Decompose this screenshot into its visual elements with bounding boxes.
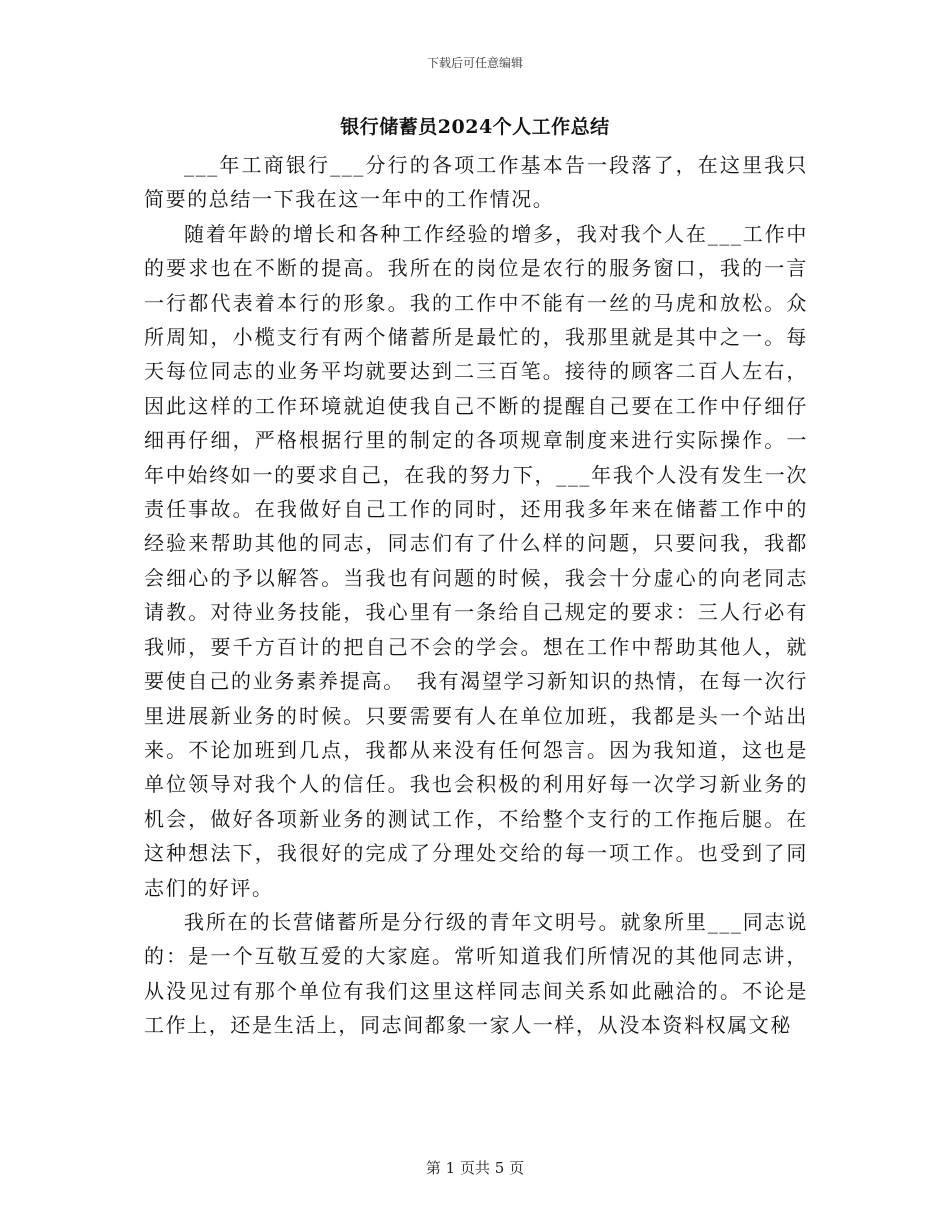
header-note: 下载后可任意编辑 [426,56,523,70]
document-body [144,148,808,1043]
document-title: 银行储蓄员2024个人工作总结 [340,116,610,138]
page-indicator: 第 1 页共 5 页 [425,1159,525,1177]
paragraph: 随着年龄的增长和各种工作经验的增多，我对我个人在___工作中的要求也在不断的提高。我所在的岗位是农行的服务窗口，我的一言一行都代表着本行的形象。我的工作中不能有一丝的马虎和放松。众所周知，小榄支行有两个储蓄所是最忙的，我那里就是其中之一。每天每位同志的业务平均就要达到二三百笔。接待的顾客二百人左右，因此这样的工作环境就迫使我自己不断的提醒自己要在工作中仔细仔细再仔细，严格根据行里的制定的各项规章制度来进行实际操作。一年中始终如一的要求自己，在我的努力下，___年我个人没有发生一次责任事故。在我做好自己工作的同时，还用我多年来在储蓄工作中的经验来帮助其他的同志，同志们有了什么样的问题，只要问我，我都会细心的予以解答。当我也有问题的时候，我会十分虚心的向老同志请教。对待业务技能，我心里有一条给自己规定的要求：三人行必有我师，要千方百计的把自己不会的学会。想在工作中帮助其他人，就要使自己的业务素养提高。 我有渴望学习新知识的热情，在每一次行里进展新业务的时候。只要需要有人在单位加班，我都是头一个站出来。不论加班到几点，我都从来没有任何怨言。因为我知道，这也是单位领导对我个人的信任。我也会积极的利用好每一次学习新业务的机会，做好各项新业务的测试工作，不给整个支行的工作拖后腿。在这种想法下，我很好的完成了分理处交给的每一项工作。也受到了同志们的好评。 [144,221,808,900]
paragraph: ___年工商银行___分行的各项工作基本告一段落了，在这里我只简要的总结一下我在这一年中的工作情况。 [144,153,808,212]
paragraph: 我所在的长营储蓄所是分行级的青年文明号。就象所里___同志说的：是一个互敬互爱的大家庭。常听知道我们所情况的其他同志讲，从没见过有那个单位有我们这里这样同志间关系如此融洽的。不论是工作上，还是生活上，同志间都象一家人一样，从没本资料权属文秘 [144,909,808,1038]
